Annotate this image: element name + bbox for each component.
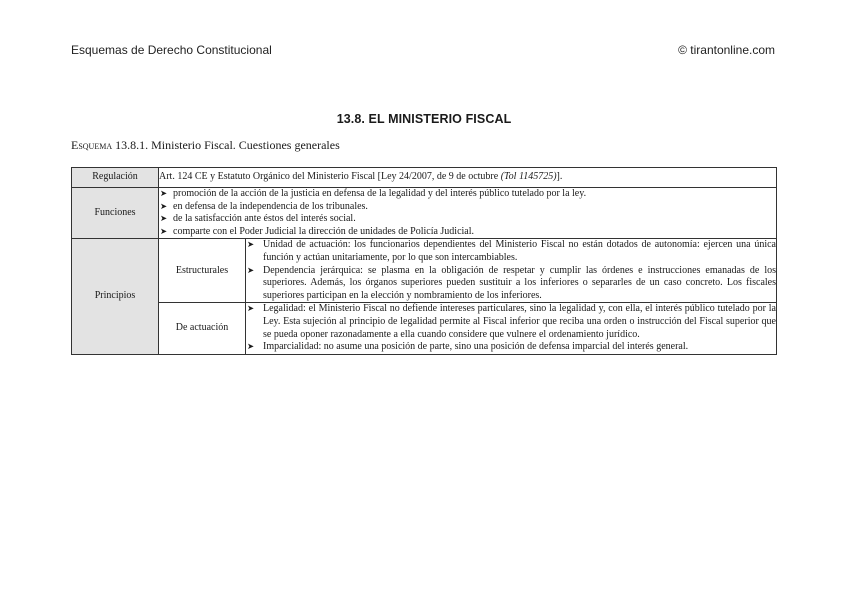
schema-prefix: Esquema	[71, 138, 113, 152]
actuacion-list	[246, 303, 776, 353]
schema-subtitle	[71, 138, 340, 153]
actuacion-label: De actuación	[159, 303, 246, 354]
estructurales-list	[246, 239, 776, 302]
schema-table	[71, 167, 777, 355]
list-item: ➤ Dependencia jerárquica: se plasma en la obligación de respetar y cumplir las órdenes e instrucciones emanadas de los superiores. Además, los órganos superiores pueden sustituir a los inferiores o separarles de un caso concreto. Los fiscales superiores participan en la elección y nombramiento de los inferiores.	[246, 265, 776, 303]
list-item: ➤ de la satisfacción ante éstos del interés social.	[159, 213, 776, 226]
actuacion-content	[246, 303, 777, 354]
list-item: ➤ Imparcialidad: no asume una posición de parte, sino una posición de defensa imparcial del interés general.	[246, 341, 776, 354]
regulacion-label: Regulación	[72, 168, 159, 188]
row-regulacion	[72, 168, 777, 188]
row-funciones	[72, 188, 777, 239]
page-header-title: Esquemas de Derecho Constitucional	[71, 43, 272, 57]
funciones-list	[159, 188, 776, 238]
principios-label: Principios	[72, 239, 159, 354]
row-principios-estructurales	[72, 239, 777, 303]
estructurales-label: Estructurales	[159, 239, 246, 303]
regulacion-reference: (Tol 1145725)	[500, 171, 557, 183]
row-principios-actuacion	[72, 303, 777, 354]
list-item: ➤ comparte con el Poder Judicial la dirección de unidades de Policía Judicial.	[159, 226, 776, 239]
regulacion-text-main: Art. 124 CE y Estatuto Orgánico del Ministerio Fiscal [Ley 24/2007, de 9 de octubre	[159, 171, 501, 183]
section-title: 13.8. EL MINISTERIO FISCAL	[336, 112, 512, 126]
funciones-label: Funciones	[72, 188, 159, 239]
list-item: ➤ Unidad de actuación: los funcionarios dependientes del Ministerio Fiscal no están dotados de autonomía: ejercen una única función y actúan unitariamente, por lo que son intercambiables.	[246, 239, 776, 264]
schema-subtitle-text: 13.8.1. Ministerio Fiscal. Cuestiones generales	[112, 138, 340, 152]
estructurales-content	[246, 239, 777, 303]
list-item: ➤ Legalidad: el Ministerio Fiscal no defiende intereses particulares, sino la legalidad y, con ella, el interés público tutelado por la Ley. Esta sujeción al principio de legalidad permite al Fiscal inferior que reciba una orden o instrucción del Fiscal superior que se pueda oponer razonadamente a ella cuando considere que vulnere el ordenamiento jurídico.	[246, 303, 776, 341]
list-item: ➤ en defensa de la independencia de los tribunales.	[159, 201, 776, 214]
funciones-content	[159, 188, 777, 239]
regulacion-text-end: ].	[556, 171, 563, 183]
regulacion-text	[159, 168, 777, 188]
list-item: ➤ promoción de la acción de la justicia en defensa de la legalidad y del interés público tutelado por la ley.	[159, 188, 776, 201]
page-header-copyright: © tirantonline.com	[678, 43, 775, 57]
